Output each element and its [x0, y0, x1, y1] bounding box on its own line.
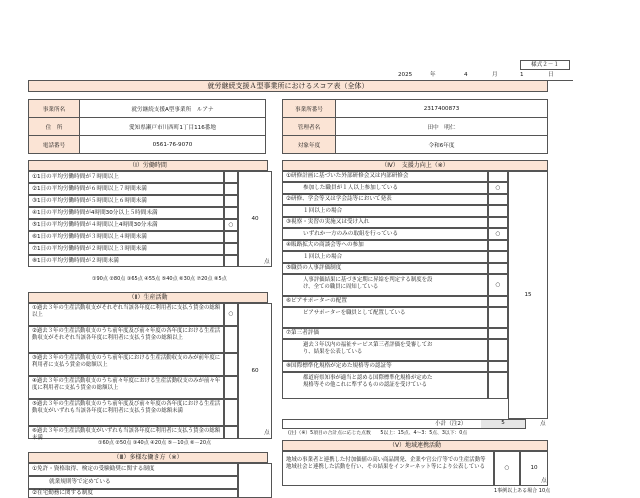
- date-day-unit: 日: [548, 72, 554, 78]
- section2-mark: [224, 376, 238, 399]
- section4-subtotal-label: 小計（注2）: [435, 421, 467, 427]
- section4-mark: [488, 328, 508, 339]
- section4-subitem: １回以上の場合: [282, 251, 488, 263]
- target-year: 令和6年度: [336, 136, 548, 154]
- section4-subitem: 過去３年以内の福祉サービス第三者評価を受審しており、結果を公表している: [282, 339, 488, 361]
- manager-label: 管理者名: [283, 118, 336, 136]
- section4-score: [508, 171, 548, 419]
- business-name-label: 事業所名: [29, 100, 80, 118]
- section3-item-2: 就業規則等で定めている: [28, 476, 238, 489]
- section2-item: ②過去３年の生産活動収支のうち前年度及び前々年度の各年度における生産活動収支がそれぞれ当該各年度に利用者に支払う賃金の総額以上: [28, 326, 224, 353]
- section2-mark: ○: [224, 303, 238, 326]
- info-right: [282, 99, 548, 154]
- section1-score-value: 40: [251, 215, 259, 222]
- section2-score-value: 60: [251, 367, 259, 374]
- business-no: 2317400873: [336, 100, 548, 118]
- section1-header: （Ⅰ）労働時間: [28, 160, 268, 171]
- section2-mark: [224, 326, 238, 353]
- section4-mark: [488, 217, 508, 228]
- section4-item: ⑦第三者評価: [282, 328, 488, 339]
- section4-subitem: 参加した職員が１人以上参加している: [282, 182, 488, 194]
- section2-item: ⑤過去３年の生産活動収支のうち前年度及び前々年度の各年度における生産活動収支がいずれも当該各年度に利用者に支払う賃金の総額未満: [28, 399, 224, 426]
- section4-unit: 点: [540, 421, 546, 427]
- section1-mark: [224, 207, 238, 219]
- section4-subitem: １回以上の場合: [282, 205, 488, 217]
- section4-item: ⑥ピアサポーターの配置: [282, 296, 488, 307]
- page-title: 就労継続支援Ａ型事業所におけるスコア表（全体）: [28, 80, 548, 92]
- section3-mark-col: [238, 463, 272, 498]
- section1-mark: [224, 255, 238, 267]
- section4-item: ①研修計画に基づいた外部研修会又は内部研修会: [282, 171, 488, 182]
- section2-header: （Ⅱ）生産活動: [28, 292, 268, 303]
- section2-item: ⑥過去３年の生産活動収支がいずれも当該各年度に利用者に支払う賃金の総額未満: [28, 426, 224, 439]
- section1-score: [238, 171, 272, 267]
- section1-item: ②1日の平均労働時間が６時間以上７時間未満: [28, 183, 224, 195]
- date-day: 1: [520, 72, 524, 78]
- info-left: [28, 99, 266, 154]
- section4-subtotal-row: [282, 419, 526, 429]
- section4-mark: [488, 263, 508, 274]
- section4-mark: [488, 339, 508, 361]
- section5-score-value: 10: [530, 465, 538, 471]
- section5-header: （Ⅴ）地域連携活動: [282, 440, 548, 451]
- business-name: 就労継続支援A型事業所 ルアナ: [80, 100, 266, 118]
- section1-item: ③1日の平均労働時間が５時間以上６時間未満: [28, 195, 224, 207]
- section4-mark: [488, 205, 508, 217]
- section2-points-note: ①60点 ②50点 ③40点 ④20点 ⑤－10点 ⑥－20点: [98, 440, 212, 446]
- section2-item: ③過去３年の生産活動収支のうち前年度における生産活動収支のみが前年度に利用者に支払う賃金の総額以上: [28, 353, 224, 376]
- section1-item: ⑥1日の平均労働時間が３時間以上４時間未満: [28, 231, 224, 243]
- section4-footnote: (注)（※）5項目の合計点に応じた点数 5以上：15点、4～3：5点、3以下：0点: [288, 431, 468, 436]
- section1-points-note: ①90点 ②80点 ③65点 ④55点 ⑤40点 ⑥30点 ⑦20点 ⑧5点: [92, 276, 227, 282]
- section5-text: 地域の事業者と連携した付加価値の高い商品開発、企業や官公庁等での生産活動等地域社会と連携した活動を行い、その結果をインターネット等により公表している: [282, 451, 494, 486]
- section1-mark: [224, 195, 238, 207]
- date-month: 4: [464, 72, 468, 78]
- section3-item-1: ①免許・資格取得、検定の受験勧奨に関する制度: [28, 463, 238, 476]
- section1-mark: [224, 231, 238, 243]
- business-no-label: 事業所番号: [283, 100, 336, 118]
- section1-item: ①1日の平均労働時間が７時間以上: [28, 171, 224, 183]
- section1-item: ④1日の平均労働時間が4時間30分以上５時間未満: [28, 207, 224, 219]
- section4-mark: ○: [488, 274, 508, 296]
- date-month-unit: 月: [492, 72, 498, 78]
- section4-item: ②研修、学会等又は学会誌等において発表: [282, 194, 488, 205]
- section4-subtotal-value: 5: [501, 420, 505, 426]
- section1-mark: [224, 171, 238, 183]
- section5-unit: 点: [541, 478, 547, 484]
- section1-unit: 点: [264, 259, 270, 265]
- section1-item: ⑤1日の平均労働時間が４時間以上4時間30分未満: [28, 219, 224, 231]
- section5-mark: ○: [494, 451, 520, 486]
- section4-header: （Ⅳ） 支援力向上（※）: [282, 160, 548, 171]
- section4-mark: [488, 194, 508, 205]
- section5-note: 1事例以上ある場合 10点: [494, 488, 551, 494]
- section3-item-3: ②在宅勤務に関する制度: [28, 489, 238, 498]
- section4-mark: [488, 251, 508, 263]
- section2-mark: [224, 353, 238, 376]
- section4-mark: ○: [488, 182, 508, 194]
- phone-label: 電話番号: [29, 136, 80, 154]
- section4-item: ③視察・実習の実施又は受け入れ: [282, 217, 488, 228]
- section4-mark: [488, 240, 508, 251]
- section2-score: [238, 303, 272, 439]
- section4-item: ④販路拡大の商談会等への参加: [282, 240, 488, 251]
- section4-score-value: 15: [524, 291, 532, 298]
- section4-mark: [488, 307, 508, 328]
- address-label: 住 所: [29, 118, 80, 136]
- section4-mark: [488, 171, 508, 182]
- section4-mark: [488, 296, 508, 307]
- section4-mark: [488, 372, 508, 399]
- target-year-label: 対象年度: [283, 136, 336, 154]
- phone: 0561-76-9070: [80, 136, 266, 154]
- section4-subitem: 都道府県知事が適当と認める国際標準化規格が定めた規格等その他これに準ずるものの認証を受けている: [282, 372, 488, 399]
- date-year-unit: 年: [430, 72, 436, 78]
- section4-subtotal-cell: [481, 420, 525, 428]
- section4-mark: ○: [488, 228, 508, 240]
- date-year: 2025: [398, 72, 413, 78]
- section1-mark: ○: [224, 219, 238, 231]
- section2-table: [28, 303, 272, 442]
- section4-subitem: 人事評価結果に基づき定期に昇給を判定する制度を設け、全ての職員に周知している: [282, 274, 488, 296]
- section1-mark: [224, 243, 238, 255]
- section1-item: ⑦1日の平均労働時間が２時間以上３時間未満: [28, 243, 224, 255]
- form-number: 様式２－１: [520, 60, 570, 70]
- section4-item: ⑤職員の人事評価制度: [282, 263, 488, 274]
- section4-item: ⑧国際標準化規格が定めた規格等の認証等: [282, 361, 488, 372]
- section4-subitem: いずれか一方のみの取組を行っている: [282, 228, 488, 240]
- section2-unit: 点: [264, 430, 270, 436]
- manager: 田中 明仁: [336, 118, 548, 136]
- section2-mark: [224, 426, 238, 439]
- section1-mark: [224, 183, 238, 195]
- section4-mark: [488, 361, 508, 372]
- section1-item: ⑧1日の平均労働時間が２時間未満: [28, 255, 224, 267]
- section4-subitem: ピアサポーターを職員として配置している: [282, 307, 488, 328]
- section3-header: （Ⅲ）多様な働き方（※）: [28, 452, 268, 463]
- address: 愛知県瀬戸市川西町1丁目116番地: [80, 118, 266, 136]
- section2-item: ④過去３年の生産活動収支のうち前々年度における生産活動収支のみが前々年度に利用者に支払う賃金の総額以上: [28, 376, 224, 399]
- section2-mark: [224, 399, 238, 426]
- section2-item: ①過去３年の生産活動収支がそれぞれ当該各年度に利用者に支払う賃金の総額以上: [28, 303, 224, 326]
